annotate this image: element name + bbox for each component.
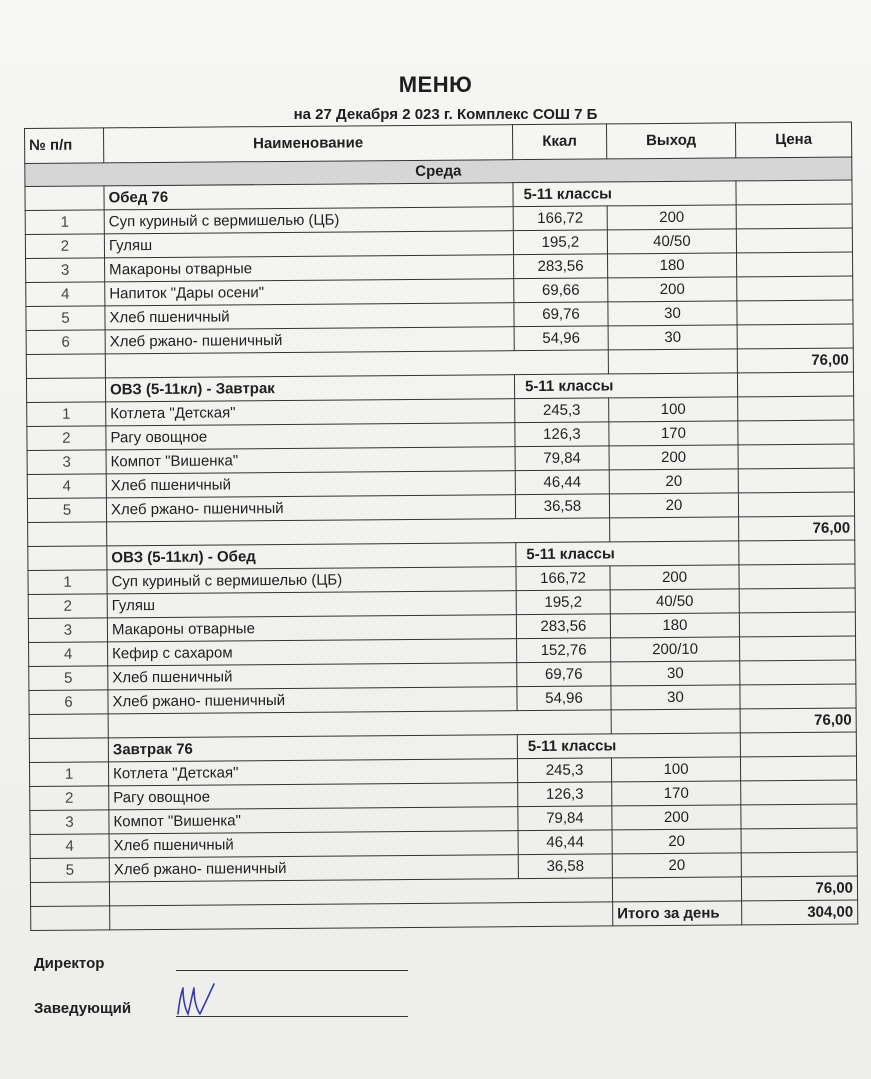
item-output: 200/10	[611, 637, 740, 662]
item-name: Хлеб пшеничный	[108, 663, 517, 690]
page-title: МЕНЮ	[398, 72, 473, 97]
sum-output-cell	[611, 709, 740, 734]
item-number: 4	[27, 474, 106, 499]
item-number: 5	[27, 498, 106, 523]
col-header-output: Выход	[606, 123, 735, 159]
item-kcal: 245,3	[515, 398, 609, 423]
item-name: Кефир с сахаром	[108, 639, 517, 666]
sum-output-cell	[610, 517, 739, 542]
section-num-cell	[29, 738, 108, 763]
item-number: 3	[27, 450, 106, 475]
item-name: Котлета "Детская"	[108, 759, 517, 786]
item-name: Хлеб ржано- пшеничный	[109, 855, 518, 882]
item-output: 30	[611, 685, 740, 710]
section-price: 76,00	[739, 516, 855, 541]
item-output: 30	[608, 301, 737, 326]
item-price	[738, 468, 854, 493]
item-number: 1	[29, 762, 108, 787]
item-name: Макароны отварные	[107, 615, 516, 642]
item-price	[739, 588, 855, 613]
item-name: Суп куриный с вермишелью (ЦБ)	[104, 207, 513, 234]
item-kcal: 79,84	[518, 806, 612, 831]
item-name: Гуляш	[104, 231, 513, 258]
item-number: 6	[26, 330, 105, 355]
item-name: Хлеб ржано- пшеничный	[108, 687, 517, 714]
item-price	[740, 636, 856, 661]
item-price	[737, 252, 853, 277]
item-kcal: 283,56	[514, 254, 608, 279]
item-number: 4	[29, 642, 108, 667]
item-kcal: 126,3	[518, 782, 612, 807]
item-kcal: 46,44	[515, 470, 609, 495]
item-number: 1	[28, 570, 107, 595]
item-kcal: 283,56	[516, 614, 610, 639]
col-header-price: Цена	[735, 122, 851, 158]
item-output: 20	[609, 493, 738, 518]
item-price	[737, 324, 853, 349]
section-num-cell	[28, 546, 107, 571]
item-output: 40/50	[607, 229, 736, 254]
section-classes: 5-11 классы	[517, 733, 740, 759]
section-price-cell	[740, 732, 856, 757]
item-output: 30	[608, 325, 737, 350]
item-price	[741, 852, 857, 877]
item-price	[737, 300, 853, 325]
sum-num-cell	[29, 714, 108, 739]
col-header-kcal: Ккал	[512, 124, 606, 160]
item-kcal: 69,66	[514, 278, 608, 303]
item-output: 20	[612, 829, 741, 854]
menu-table	[24, 121, 858, 930]
item-kcal: 54,96	[517, 686, 611, 711]
total-label: Итого за день	[613, 901, 742, 926]
item-price	[738, 420, 854, 445]
sum-num-cell	[26, 354, 105, 379]
section-num-cell	[26, 378, 105, 403]
section-title: ОВЗ (5-11кл) - Завтрак	[105, 375, 514, 402]
item-number: 4	[26, 282, 105, 307]
item-price	[741, 780, 857, 805]
item-number: 5	[26, 306, 105, 331]
item-kcal: 152,76	[517, 638, 611, 663]
item-price	[740, 756, 856, 781]
item-name: Хлеб пшеничный	[106, 471, 515, 498]
item-kcal: 166,72	[516, 566, 610, 591]
item-name: Хлеб пшеничный	[105, 303, 514, 330]
item-number: 2	[27, 426, 106, 451]
sum-num-cell	[30, 882, 109, 907]
section-price: 76,00	[741, 876, 857, 901]
item-kcal: 245,3	[517, 758, 611, 783]
item-number: 4	[30, 834, 109, 859]
section-classes: 5-11 классы	[516, 541, 739, 567]
item-output: 100	[611, 757, 740, 782]
item-kcal: 54,96	[514, 326, 608, 351]
col-header-num: № п/п	[25, 128, 104, 164]
item-price	[741, 804, 857, 829]
total-num-cell	[31, 906, 110, 931]
section-price-cell	[739, 540, 855, 565]
item-output: 170	[612, 781, 741, 806]
item-kcal: 166,72	[513, 206, 607, 231]
item-number: 3	[30, 810, 109, 835]
item-number: 2	[28, 594, 107, 619]
item-name: Рагу овощное	[109, 783, 518, 810]
director-label: Директор	[34, 955, 105, 972]
section-title: ОВЗ (5-11кл) - Обед	[107, 543, 516, 570]
item-number: 5	[29, 666, 108, 691]
item-kcal: 126,3	[515, 422, 609, 447]
item-output: 200	[612, 805, 741, 830]
section-num-cell	[25, 186, 104, 211]
item-price	[738, 492, 854, 517]
item-price	[736, 204, 852, 229]
item-kcal: 69,76	[514, 302, 608, 327]
item-output: 20	[612, 853, 741, 878]
item-output: 170	[609, 421, 738, 446]
director-signature-line	[176, 970, 408, 971]
item-name: Хлеб ржано- пшеничный	[106, 495, 515, 522]
total-value: 304,00	[742, 900, 858, 925]
item-number: 1	[27, 402, 106, 427]
item-number: 2	[25, 234, 104, 259]
sum-output-cell	[608, 349, 737, 374]
item-price	[740, 660, 856, 685]
item-name: Рагу овощное	[106, 423, 515, 450]
item-name: Хлеб пшеничный	[109, 831, 518, 858]
section-classes: 5-11 классы	[514, 373, 737, 399]
item-output: 30	[611, 661, 740, 686]
section-title: Завтрак 76	[108, 735, 517, 762]
section-price: 76,00	[740, 708, 856, 733]
item-price	[738, 396, 854, 421]
item-number: 6	[29, 690, 108, 715]
item-name: Гуляш	[107, 591, 516, 618]
item-name: Котлета "Детская"	[106, 399, 515, 426]
item-output: 200	[609, 445, 738, 470]
item-price	[739, 564, 855, 589]
item-kcal: 36,58	[518, 854, 612, 879]
item-kcal: 195,2	[516, 590, 610, 615]
item-name: Макароны отварные	[105, 255, 514, 282]
item-number: 1	[25, 210, 104, 235]
sum-num-cell	[28, 522, 107, 547]
section-title: Обед 76	[104, 183, 513, 210]
item-output: 180	[610, 613, 739, 638]
item-name: Суп куриный с вермишелью (ЦБ)	[107, 567, 516, 594]
item-kcal: 69,76	[517, 662, 611, 687]
total-spacer-cell	[110, 902, 613, 930]
item-price	[739, 612, 855, 637]
item-name: Компот "Вишенка"	[109, 807, 518, 834]
item-output: 180	[608, 253, 737, 278]
item-number: 2	[30, 786, 109, 811]
section-price: 76,00	[737, 348, 853, 373]
section-classes: 5-11 классы	[513, 181, 736, 207]
section-price-cell	[737, 372, 853, 397]
item-price	[740, 684, 856, 709]
manager-label: Заведующий	[34, 1000, 132, 1017]
page-subtitle: на 27 Декабря 2 023 г. Комплекс СОШ 7 Б	[293, 106, 598, 123]
item-price	[741, 828, 857, 853]
sum-output-cell	[612, 877, 741, 902]
day-label: Среда	[25, 157, 852, 186]
item-kcal: 79,84	[515, 446, 609, 471]
item-price	[736, 228, 852, 253]
item-kcal: 36,58	[515, 494, 609, 519]
item-kcal: 195,2	[513, 230, 607, 255]
item-number: 3	[28, 618, 107, 643]
item-output: 200	[610, 565, 739, 590]
section-price-cell	[736, 180, 852, 205]
item-output: 200	[608, 277, 737, 302]
item-output: 40/50	[610, 589, 739, 614]
item-kcal: 46,44	[518, 830, 612, 855]
item-name: Хлеб ржано- пшеничный	[105, 327, 514, 354]
item-price	[737, 276, 853, 301]
item-output: 20	[609, 469, 738, 494]
item-name: Компот "Вишенка"	[106, 447, 515, 474]
item-number: 3	[26, 258, 105, 283]
handwritten-signature	[170, 980, 240, 1020]
item-output: 100	[609, 397, 738, 422]
item-name: Напиток "Дары осени"	[105, 279, 514, 306]
item-output: 200	[607, 205, 736, 230]
item-number: 5	[30, 858, 109, 883]
item-price	[738, 444, 854, 469]
col-header-name: Наименование	[104, 125, 513, 163]
